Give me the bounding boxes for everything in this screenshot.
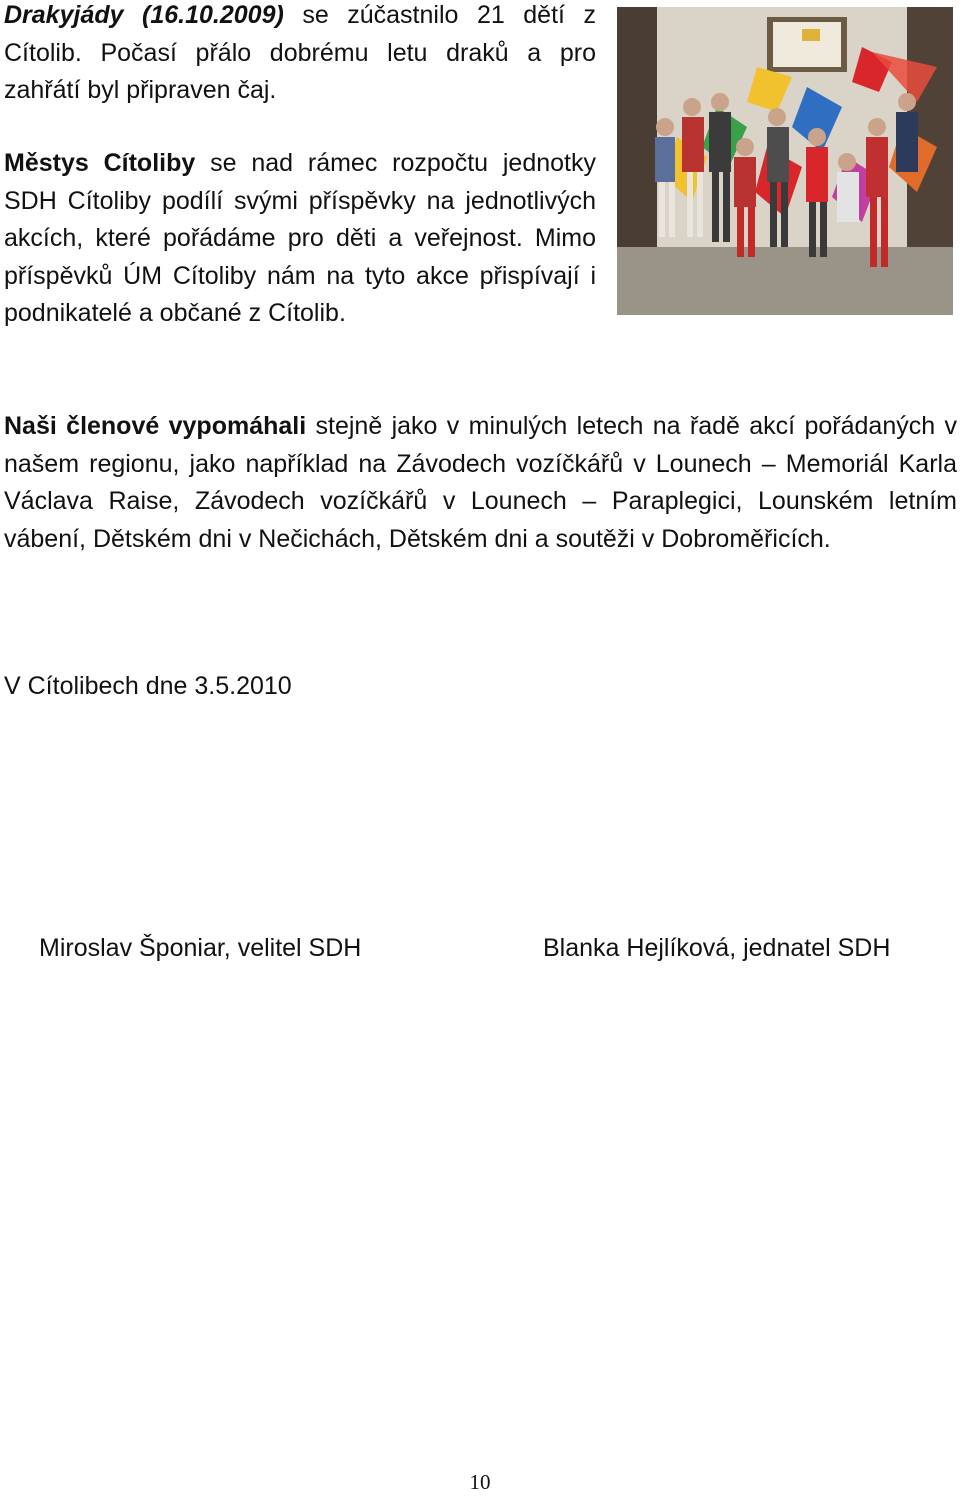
paragraph-municipality-support xyxy=(4,145,596,333)
signature-secretary: Blanka Hejlíková, jednatel SDH xyxy=(543,934,891,962)
paragraph-member-help xyxy=(4,408,957,558)
paragraph-kite-event-heading: Drakyjády (16.10.2009) xyxy=(4,1,284,29)
page-number: 10 xyxy=(469,1470,491,1494)
paragraph-kite-event xyxy=(4,0,596,110)
paragraph-member-help-heading: Naši členové vypomáhali xyxy=(4,412,307,440)
kite-event-photo xyxy=(617,7,953,315)
paragraph-kite-event-text: se zúčastnilo 21 dětí z Cítolib. Počasí přálo dobrému letu draků a pro zahřátí byl připraven čaj. xyxy=(4,1,596,104)
paragraph-municipality-support-heading: Městys Cítoliby xyxy=(4,149,196,177)
paragraph-municipality-support-text: se nad rámec rozpočtu jednotky SDH Cítoliby podílí svými příspěvky na jednotlivých akcích, které pořádáme pro děti a veřejnost. Mimo příspěvků ÚM Cítoliby nám na tyto akce přispívají i podnikatelé a občané z Cítolib. xyxy=(4,149,596,327)
paragraph-member-help-text: stejně jako v minulých letech na řadě akcí pořádaných v našem regionu, jako například na Závodech vozíčkářů v Lounech – Memoriál Karla Václava Raise, Závodech vozíčkářů v Lounech – Paraplegici, Lounském letním vábení, Dětském dni v Nečichách, Dětském dni a soutěži v Dobroměřicích. xyxy=(4,412,957,553)
dateline: V Cítolibech dne 3.5.2010 xyxy=(4,672,292,700)
signature-commander: Miroslav Šponiar, velitel SDH xyxy=(39,934,362,962)
